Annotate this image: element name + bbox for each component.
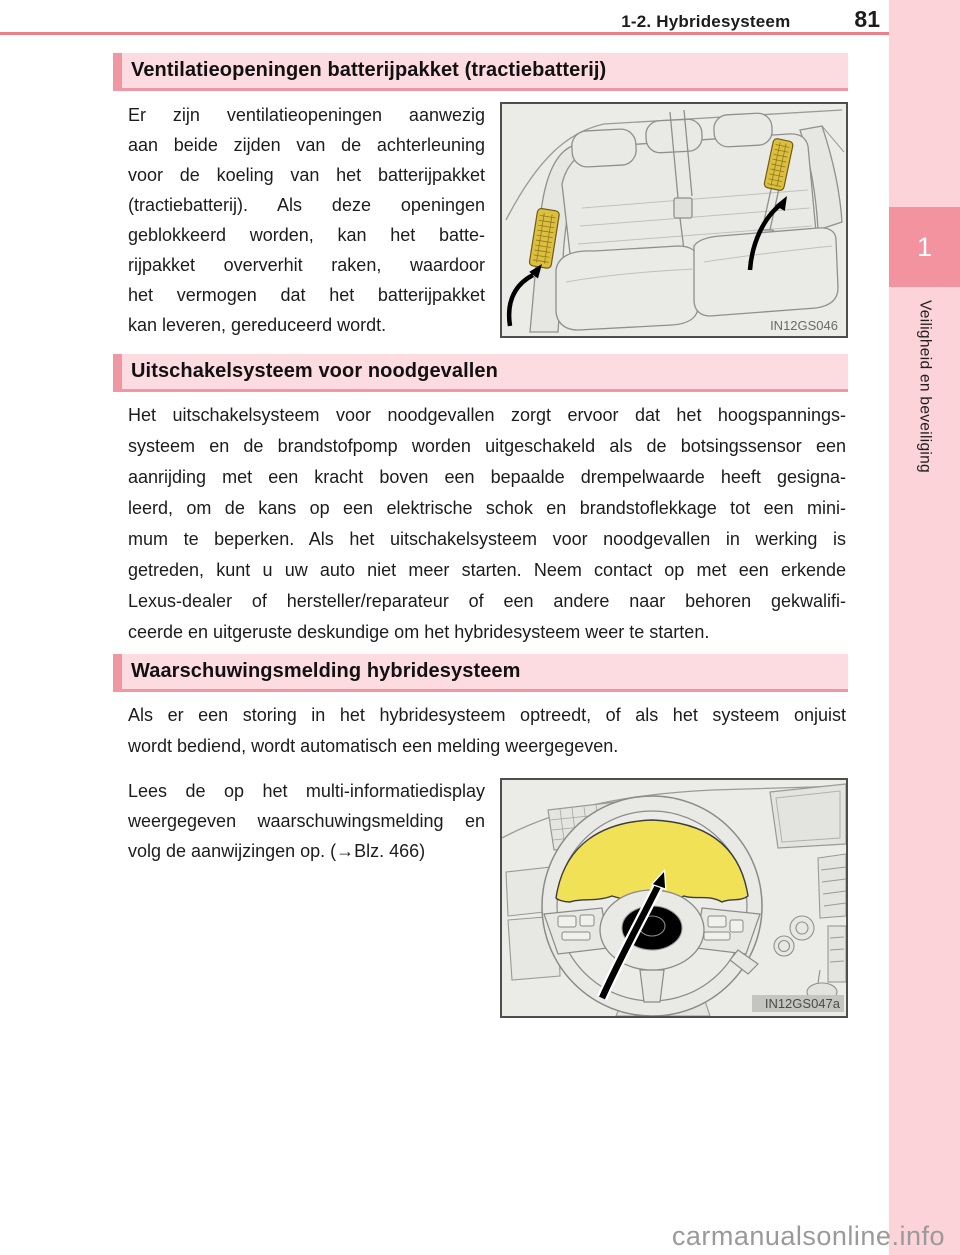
text-line: rijpakket oververhit raken, waardoor xyxy=(128,255,485,275)
watermark-link[interactable]: carmanualsonline.info xyxy=(671,1221,945,1251)
text-line: (tractiebatterij). Als deze openingen xyxy=(128,195,485,215)
page-header xyxy=(0,0,880,33)
text-line: getreden, kunt u uw auto niet meer starten. Neem contact op met een erkende xyxy=(128,560,846,580)
text-line: geblokkeerd worden, kan het batte- xyxy=(128,225,485,245)
text-line: Als er een storing in het hybridesysteem optreedt, of als het systeem onjuist xyxy=(128,705,846,725)
text-line: voor de koeling van het batterijpakket xyxy=(128,165,485,185)
section-breadcrumb: 1-2. Hybridesysteem xyxy=(621,12,791,31)
rear-seats-illustration xyxy=(502,104,846,336)
paragraph-warning-intro xyxy=(128,700,846,762)
header-rule xyxy=(0,32,960,35)
paragraph-ventilation xyxy=(128,100,485,340)
text-line: volg de aanwijzingen op. (→Blz. 466) xyxy=(128,841,426,861)
chapter-sidebar xyxy=(889,0,960,1255)
paragraph-warning-note xyxy=(128,776,485,866)
text-line: weergegeven waarschuwingsmelding en xyxy=(128,811,485,831)
section-heading-warning: Waarschuwingsmelding hybridesysteem xyxy=(113,654,848,692)
figure-code: IN12GS046 xyxy=(770,318,838,333)
steering-wheel-illustration xyxy=(502,780,846,1016)
text-line: Lees de op het multi-informatiedisplay xyxy=(128,781,485,801)
chapter-title-label: Veiligheid en beveiliging xyxy=(916,300,934,473)
text-line: kan leveren, gereduceerd wordt. xyxy=(128,315,387,335)
paragraph-shutoff xyxy=(128,400,846,648)
figure-code: IN12GS047a xyxy=(764,996,840,1011)
text-line: Er zijn ventilatieopeningen aanwezig xyxy=(128,105,485,125)
text-line: leerd, om de kans op een elektrische schok en brandstoflekkage tot een mini- xyxy=(128,498,846,518)
text-line: mum te beperken. Als het uitschakelsysteem voor noodgevallen in werking is xyxy=(128,529,846,549)
text-line: systeem en de brandstofpomp worden uitgeschakeld als de botsingssensor een xyxy=(128,436,846,456)
text-line: aanrijding met een kracht boven een bepaalde drempelwaarde heeft gesigna- xyxy=(128,467,846,487)
text-line: aan beide zijden van de achterleuning xyxy=(128,135,485,155)
text-line: Lexus-dealer of hersteller/reparateur of een andere naar behoren gekwalifi- xyxy=(128,591,846,611)
text-line: wordt bediend, wordt automatisch een melding weergegeven. xyxy=(128,736,619,756)
figure-rear-seat-ventilation xyxy=(500,102,848,338)
section-heading-shutoff: Uitschakelsysteem voor noodgevallen xyxy=(113,354,848,392)
chapter-title-vertical xyxy=(889,300,960,580)
page-number: 81 xyxy=(854,6,880,32)
figure-warning-display xyxy=(500,778,848,1018)
text-line: Het uitschakelsysteem voor noodgevallen zorgt ervoor dat het hoogspannings- xyxy=(128,405,846,425)
chapter-number-tab: 1 xyxy=(889,207,960,287)
section-heading-ventilation: Ventilatieopeningen batterijpakket (tractiebatterij) xyxy=(113,53,848,91)
center-stack xyxy=(774,854,846,1001)
text-line: ceerde en uitgeruste deskundige om het hybridesysteem weer te starten. xyxy=(128,622,710,642)
text-line: het vermogen dat het batterijpakket xyxy=(128,285,485,305)
